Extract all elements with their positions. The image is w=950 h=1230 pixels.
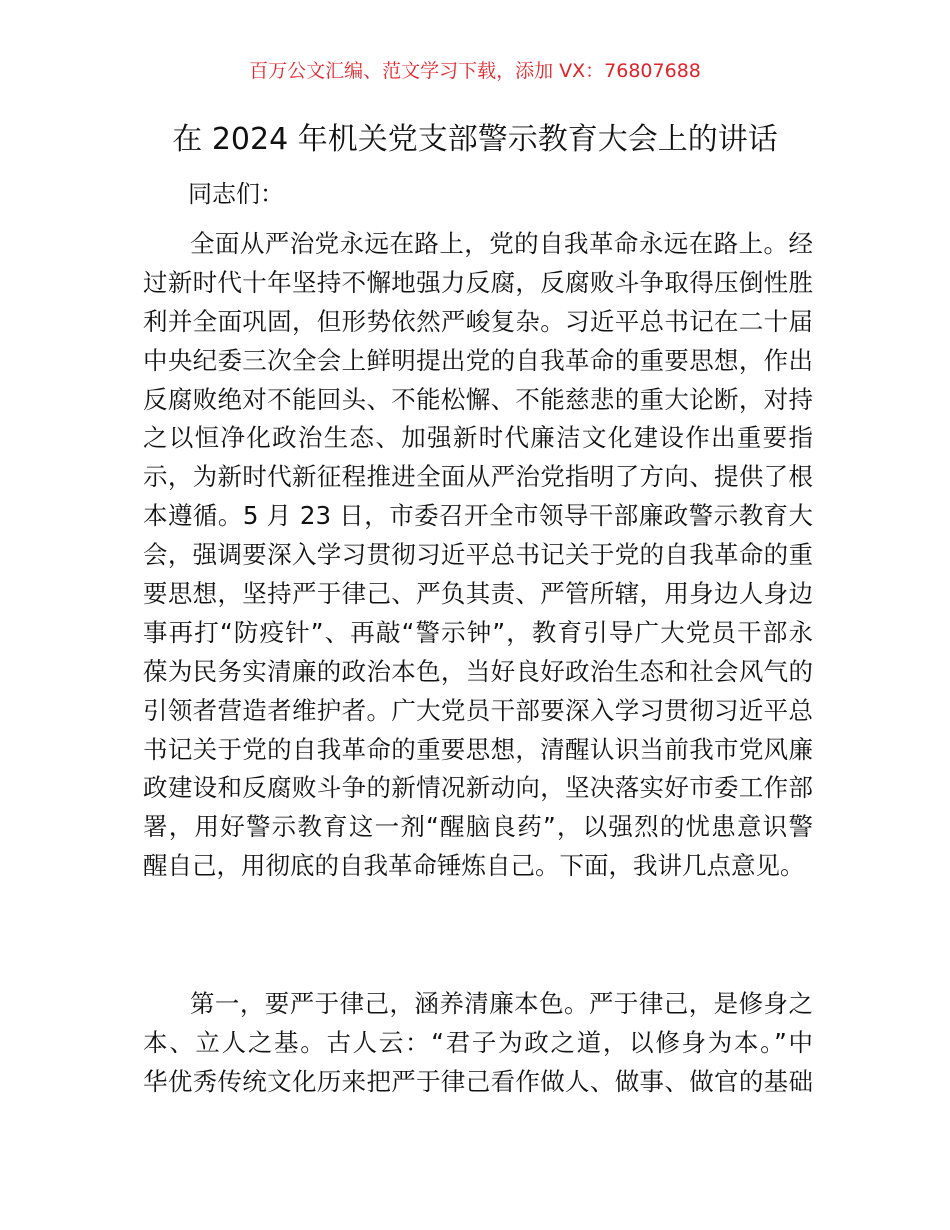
text-line: 会，强调要深入学习贯彻习近平总书记关于党的自我革命的重 (143, 540, 813, 570)
text-line: 醒自己，用彻底的自我革命锤炼自己。下面，我讲几点意见。 (143, 851, 805, 881)
text-line: 书记关于党的自我革命的重要思想，清醒认识当前我市党风廉 (143, 734, 813, 764)
paragraph-2 (143, 985, 813, 1102)
text-line: 中央纪委三次全会上鲜明提出党的自我革命的重要思想，作出 (143, 345, 813, 375)
text-line: 之以恒净化政治生态、加强新时代廉洁文化建设作出重要指 (143, 423, 813, 453)
greeting: 同志们： (188, 180, 284, 208)
text-line: 葆为民务实清廉的政治本色，当好良好政治生态和社会风气的 (143, 656, 813, 686)
text-line: 华优秀传统文化历来把严于律己看作做人、做事、做官的基础 (143, 1066, 813, 1096)
text-line: 利并全面巩固，但形势依然严峻复杂。习近平总书记在二十届 (143, 306, 813, 336)
text-line: 反腐败绝对不能回头、不能松懈、不能慈悲的重大论断，对持 (143, 384, 813, 414)
document-title: 在 2024 年机关党支部警示教育大会上的讲话 (172, 122, 778, 157)
text-line: 政建设和反腐败斗争的新情况新动向，坚决落实好市委工作部 (143, 773, 813, 803)
text-line: 本遵循。5 月 23 日，市委召开全市领导干部廉政警示教育大 (143, 501, 813, 531)
watermark-banner: 百万公文汇编、范文学习下载，添加 VX：76807688 (249, 60, 701, 82)
text-line: 引领者营造者维护者。广大党员干部要深入学习贯彻习近平总 (143, 695, 813, 725)
paragraph-1 (143, 225, 813, 886)
text-line: 第一，要严于律己，涵养清廉本色。严于律己，是修身之 (190, 989, 813, 1018)
text-line: 本、立人之基。古人云：“君子为政之道，以修身为本。”中 (143, 1027, 813, 1057)
text-line: 要思想，坚持严于律己、严负其责、严管所辖，用身边人身边 (143, 579, 813, 609)
text-line: 全面从严治党永远在路上，党的自我革命永远在路上。经 (190, 229, 813, 258)
text-line: 署，用好警示教育这一剂“醒脑良药”，以强烈的忧患意识警 (143, 812, 813, 842)
text-line: 示，为新时代新征程推进全面从严治党指明了方向、提供了根 (143, 462, 813, 492)
text-line: 过新时代十年坚持不懈地强力反腐，反腐败斗争取得压倒性胜 (143, 267, 813, 297)
text-line: 事再打“防疫针”、再敲“警示钟”，教育引导广大党员干部永 (143, 617, 813, 647)
